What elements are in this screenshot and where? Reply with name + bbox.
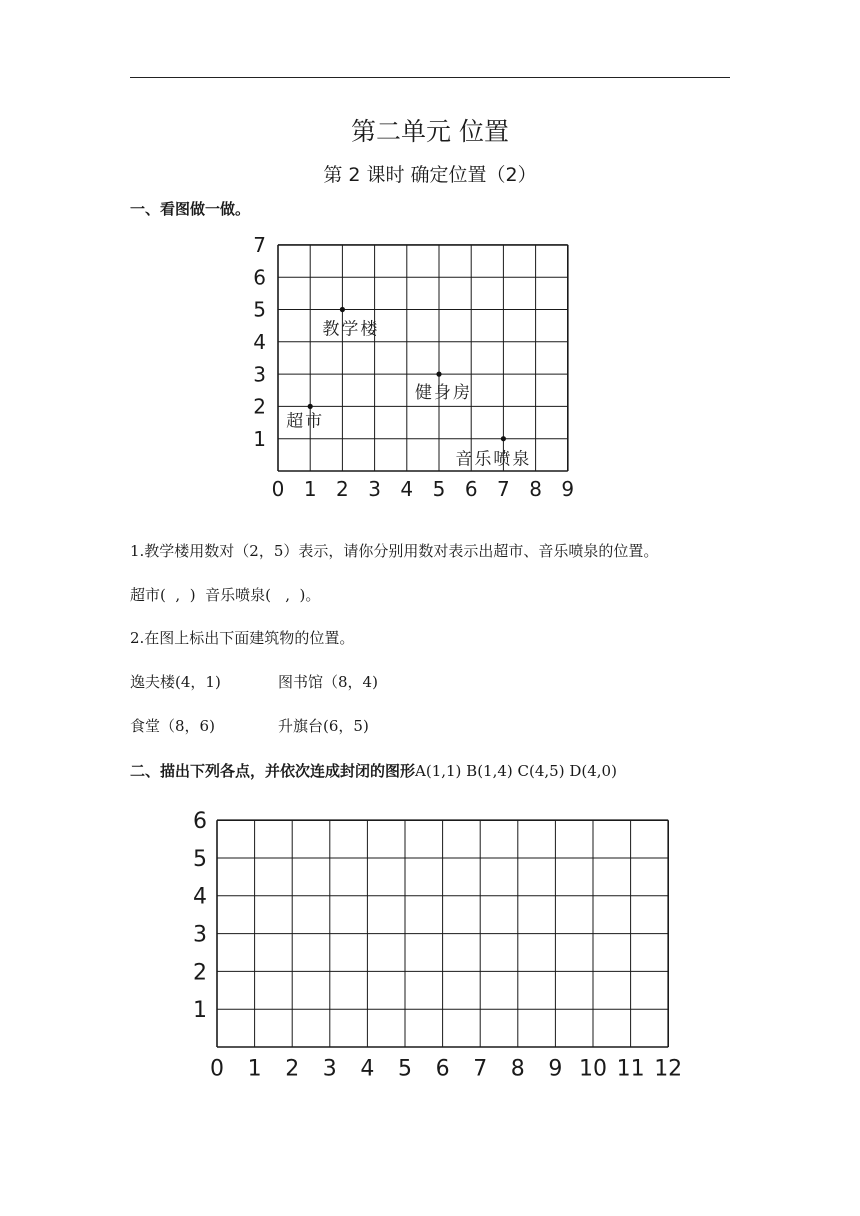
x-tick-label: 5 bbox=[398, 1056, 412, 1082]
unit-title: 第二单元 位置 bbox=[351, 117, 509, 146]
y-tick-label: 1 bbox=[193, 998, 207, 1024]
y-tick-label: 1 bbox=[253, 426, 266, 451]
x-tick-label: 7 bbox=[473, 1056, 488, 1082]
x-tick-label: 9 bbox=[548, 1056, 563, 1082]
y-tick-label: 2 bbox=[193, 960, 207, 986]
section2-heading bbox=[130, 760, 617, 781]
section2-points: A(1,1) B(1,4) C(4,5) D(4,0) bbox=[415, 762, 617, 780]
y-tick-label: 4 bbox=[253, 330, 266, 354]
data-point bbox=[340, 307, 345, 312]
question-1-answer: 超市( , ) 音乐喷泉( , )。 bbox=[130, 586, 321, 604]
point-label: 音乐喷泉 bbox=[455, 449, 532, 470]
x-tick-label: 12 bbox=[654, 1056, 683, 1082]
x-tick-label: 4 bbox=[360, 1056, 375, 1082]
y-tick-label: 7 bbox=[253, 233, 266, 258]
section2-heading-text: 二、描出下列各点，并依次连成封闭的图形 bbox=[130, 762, 416, 780]
x-tick-label: 3 bbox=[368, 477, 381, 501]
data-point bbox=[308, 404, 313, 409]
data-point bbox=[436, 372, 441, 377]
x-tick-label: 6 bbox=[464, 477, 478, 501]
x-tick-label: 7 bbox=[497, 477, 510, 501]
x-tick-label: 11 bbox=[616, 1056, 645, 1082]
building-yifu: 逸夫楼(4，1) bbox=[130, 673, 221, 691]
x-tick-label: 6 bbox=[435, 1056, 450, 1082]
y-tick-label: 3 bbox=[193, 922, 207, 948]
x-tick-label: 2 bbox=[285, 1056, 300, 1082]
y-tick-label: 2 bbox=[253, 394, 266, 419]
point-label: 教学楼 bbox=[322, 319, 380, 340]
x-tick-label: 9 bbox=[561, 477, 575, 501]
y-tick-label: 3 bbox=[253, 362, 266, 387]
y-tick-label: 5 bbox=[253, 297, 266, 322]
x-tick-label: 4 bbox=[400, 477, 414, 501]
y-tick-label: 4 bbox=[193, 884, 207, 910]
y-tick-label: 6 bbox=[193, 809, 207, 835]
x-tick-label: 0 bbox=[271, 477, 285, 501]
building-flagpole: 升旗台(6，5) bbox=[278, 717, 369, 735]
x-tick-label: 1 bbox=[303, 477, 317, 501]
question-2-text: 2.在图上标出下面建筑物的位置。 bbox=[130, 629, 355, 647]
x-tick-label: 5 bbox=[432, 477, 446, 501]
x-tick-label: 2 bbox=[336, 477, 349, 501]
section1-heading: 一、看图做一做。 bbox=[130, 200, 251, 218]
header-rule bbox=[130, 77, 730, 78]
data-point bbox=[501, 436, 506, 441]
x-tick-label: 8 bbox=[510, 1056, 525, 1082]
x-tick-label: 0 bbox=[210, 1056, 224, 1082]
x-tick-label: 3 bbox=[322, 1056, 337, 1082]
x-tick-label: 10 bbox=[579, 1056, 607, 1082]
point-label: 超市 bbox=[286, 411, 325, 432]
point-label: 健身房 bbox=[415, 383, 472, 404]
lesson-title: 第 2 课时 确定位置（2） bbox=[323, 164, 537, 186]
building-library: 图书馆（8，4) bbox=[278, 673, 378, 691]
building-canteen: 食堂（8，6) bbox=[130, 717, 215, 735]
y-tick-label: 6 bbox=[253, 265, 266, 290]
question-1-text: 1.教学楼用数对（2，5）表示，请你分别用数对表示出超市、音乐喷泉的位置。 bbox=[130, 542, 659, 560]
x-tick-label: 8 bbox=[529, 477, 542, 501]
x-tick-label: 1 bbox=[247, 1056, 262, 1082]
y-tick-label: 5 bbox=[193, 846, 207, 872]
